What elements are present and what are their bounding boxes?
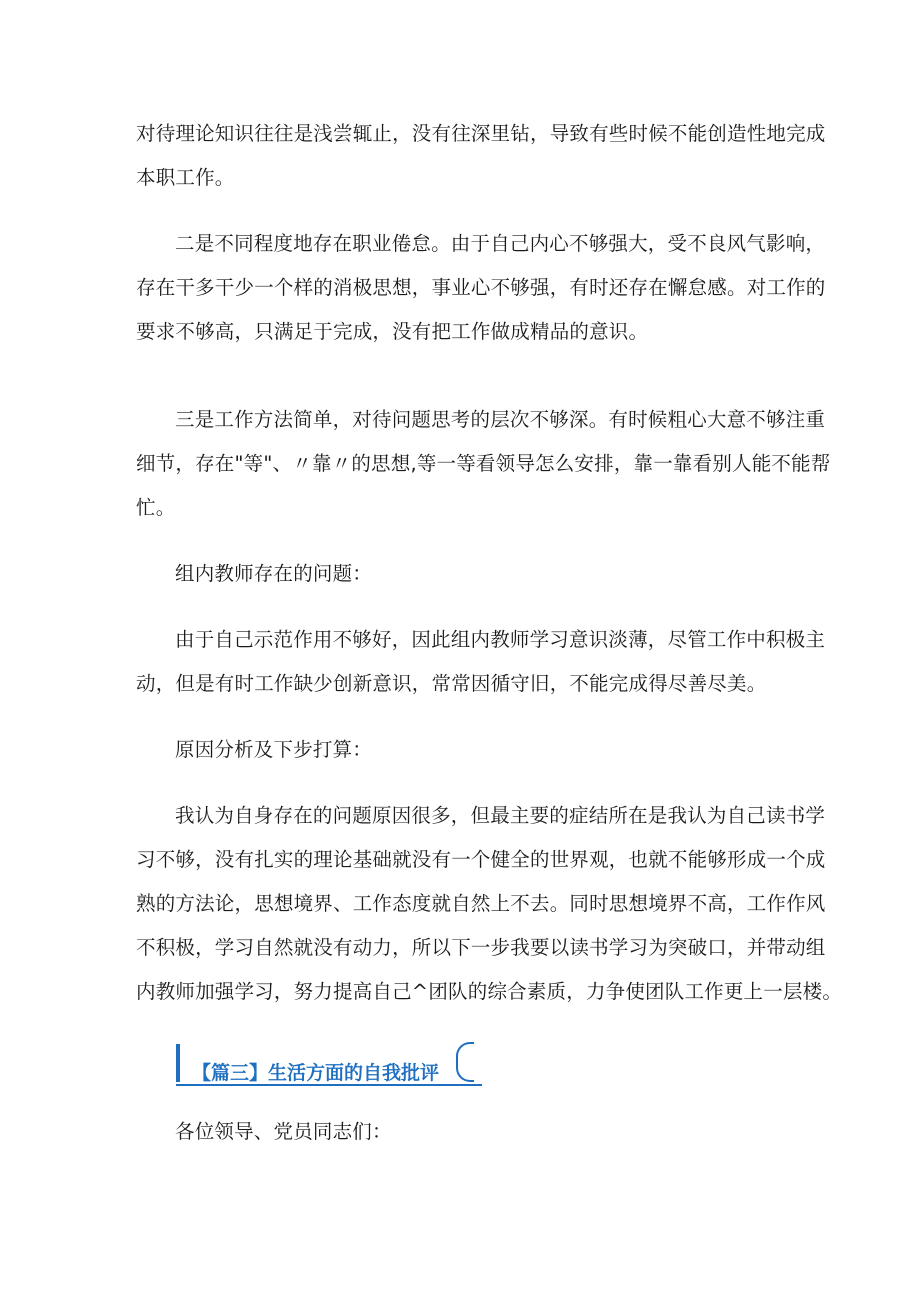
text-line: 内教师加强学习，努力提高自己^团队的综合素质，力争使团队工作更上一层楼。 <box>136 980 843 1003</box>
section-heading <box>176 1038 486 1088</box>
text-line: 组内教师存在的问题： <box>175 562 373 585</box>
text-line: 动，但是有时工作缺少创新意识，常常因循守旧，不能完成得尽善尽美。 <box>136 672 767 695</box>
text-line: 细节，存在"等"、〃靠〃的思想,等一等看领导怎么安排，靠一靠看别人能不能帮 <box>136 452 831 475</box>
text-line: 二是不同程度地存在职业倦怠。由于自己内心不够强大，受不良风气影响， <box>175 232 826 255</box>
text-line: 对待理论知识往往是浅尝辄止，没有往深里钻，导致有些时候不能创造性地完成 <box>136 122 826 145</box>
text-line: 要求不够高，只满足于完成，没有把工作做成精品的意识。 <box>136 320 649 343</box>
paragraph-group-teacher-issues-heading <box>136 552 796 596</box>
paragraph-work-method <box>136 398 831 530</box>
text-line: 不积极，学习自然就没有动力，所以下一步我要以读书学习为突破口，并带动组 <box>136 936 826 959</box>
paragraph-theory-knowledge <box>136 112 826 200</box>
heading-bracket-decoration <box>456 1042 474 1082</box>
text-line: 忙。 <box>136 496 176 519</box>
text-line: 本职工作。 <box>136 166 235 189</box>
text-line: 三是工作方法简单，对待问题思考的层次不够深。有时候粗心大意不够注重 <box>175 408 826 431</box>
text-line: 熟的方法论，思想境界、工作态度就自然上不去。同时思想境界不高，工作作风 <box>136 892 826 915</box>
text-line: 存在干多干少一个样的消极思想，事业心不够强，有时还存在懈怠感。对工作的 <box>136 276 826 299</box>
section-title: 【篇三】生活方面的自我批评 <box>192 1062 440 1084</box>
paragraph-cause-analysis <box>136 794 843 1014</box>
text-line: 我认为自身存在的问题原因很多，但最主要的症结所在是我认为自己读书学 <box>175 804 826 827</box>
paragraph-job-burnout <box>136 222 826 354</box>
paragraph-group-teacher-issues <box>136 618 826 706</box>
text-line: 习不够，没有扎实的理论基础就没有一个健全的世界观，也就不能够形成一个成 <box>136 848 826 871</box>
text-line: 由于自己示范作用不够好，因此组内教师学习意识淡薄，尽管工作中积极主 <box>175 628 826 651</box>
heading-accent-bar <box>176 1044 180 1082</box>
text-line: 原因分析及下步打算： <box>175 738 373 761</box>
paragraph-cause-analysis-heading <box>136 728 796 772</box>
heading-underline <box>176 1084 482 1086</box>
text-line: 各位领导、党员同志们： <box>175 1120 392 1143</box>
paragraph-salutation <box>136 1110 796 1154</box>
